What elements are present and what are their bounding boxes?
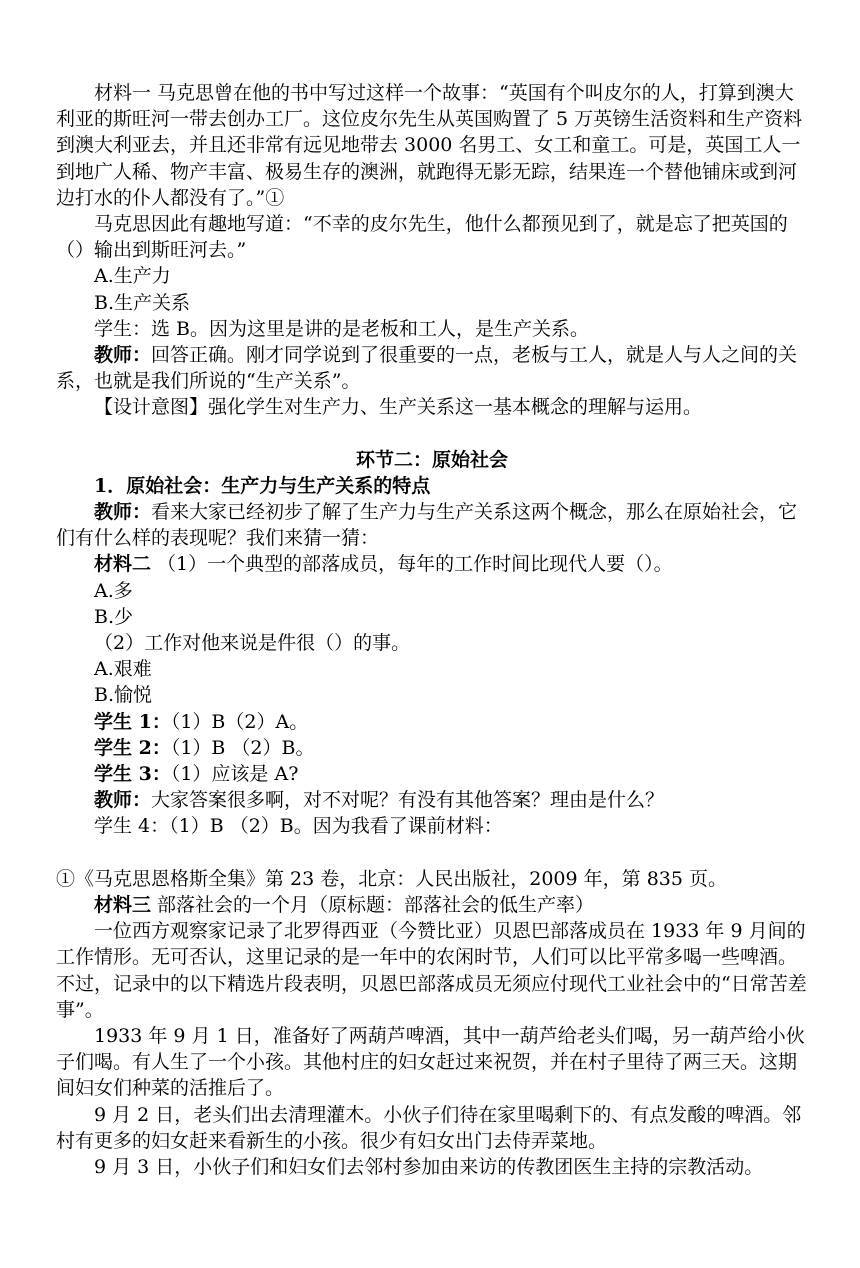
material-two-question-1 [56,551,808,577]
student-answer: 学生：选 B。因为这里是讲的是老板和工人，是生产关系。 [94,317,590,340]
footnote: ①《马克思恩格斯全集》第 23 卷，北京：人民出版社，2009 年，第 835 页。 [56,867,727,890]
material-three-label: 材料三 [94,893,152,916]
teacher-question [56,787,808,813]
student-1-label: 学生 1： [94,710,171,733]
section-subtitle: 1．原始社会：生产力与生产关系的特点 [94,474,431,497]
material-three-paragraph-2: 1933 年 9 月 1 日，准备好了两葫芦啤酒，其中一葫芦给老头们喝，另一葫芦给小伙子们喝。有人生了一个小孩。其他村庄的妇女赶过来祝贺，并在村子里待了两三天。这期间妇女们种菜的活推后了。 [56,1024,805,1100]
material-one-text: 马克思曾在他的书中写过这样一个故事：“英国有个叫皮尔的人，打算到澳大利亚的斯旺河一带去创办工厂。这位皮尔先生从英国购置了 5 万英镑生活资料和生产资料到澳大利亚去，并且还非常有远见地带去 3000 名男工、女工和童工。可是，英国工人一到地广人稀、物产丰富、极易生存的澳洲，就跑得无影无踪，结果连一个替他铺床或到河边打水的仆人都没有了。”① [56,82,803,209]
student-2-text: （1）B （2）B。 [170,736,315,759]
teacher-intro [56,499,808,551]
student-2-label: 学生 2： [94,736,171,759]
section-title: 环节二：原始社会 [355,448,508,471]
q2-option-b: B.愉悦 [94,684,153,707]
q1-option-b: B.少 [94,605,134,628]
teacher-response-text: 回答正确。刚才同学说到了很重要的一点，老板与工人，就是人与人之间的关系，也就是我们所说的“生产关系”。 [56,344,798,393]
student-3-text: （1）应该是 A? [170,763,299,786]
student-1-answer [56,709,808,735]
material-one-paragraph [56,80,808,211]
option-b: B.生产关系 [94,291,191,314]
student-4-answer: 学生 4：（1）B （2）B。因为我看了课前材料： [94,815,503,838]
q2-option-a: A.艰难 [94,658,152,681]
material-two-q1-text: （1）一个典型的部落成员，每年的工作时间比现代人要（）。 [151,553,673,576]
student-3-label: 学生 3： [94,763,171,786]
teacher-label: 教师： [94,501,152,524]
teacher-question-text: 大家答案很多啊，对不对呢？有没有其他答案？理由是什么？ [151,789,665,812]
material-one-label: 材料一 [94,82,152,104]
design-intent: 【设计意图】强化学生对生产力、生产关系这一基本概念的理解与运用。 [94,396,703,419]
teacher-response [56,342,808,394]
q1-option-a: A.多 [94,579,133,602]
teacher-intro-text: 看来大家已经初步了解了生产力与生产关系这两个概念，那么在原始社会，它们有什么样的表现呢？我们来猜一猜： [56,501,798,550]
student-2-answer [56,735,808,761]
teacher-label: 教师： [94,344,152,367]
marx-quote-paragraph: 马克思因此有趣地写道：“不幸的皮尔先生，他什么都预见到了，就是忘了把英国的（）输出到斯旺河去。” [56,213,788,262]
document-page [56,80,808,1180]
material-three-paragraph-4: 9 月 3 日，小伙子们和妇女们去邻村参加由来访的传教团医生主持的宗教活动。 [94,1155,764,1178]
material-three-heading [56,892,808,918]
material-three-paragraph-1: 一位西方观察家记录了北罗得西亚（今赞比亚）贝恩巴部落成员在 1933 年 9 月间的工作情形。无可否认，这里记录的是一年中的农闲时节，人们可以比平常多喝一些啤酒。不过，记录中的以下精选片段表明，贝恩巴部落成员无须应付现代工业社会中的“日常苦差事”。 [56,920,807,1021]
material-three-paragraph-3: 9 月 2 日，老头们出去清理灌木。小伙子们待在家里喝剩下的、有点发酸的啤酒。邻村有更多的妇女赶来看新生的小孩。很少有妇女出门去侍弄菜地。 [56,1103,802,1152]
material-two-question-2: （2）工作对他来说是件很（）的事。 [94,632,411,655]
material-two-label: 材料二 [94,553,152,576]
student-1-text: （1）B（2）A。 [170,710,309,733]
option-a: A.生产力 [94,265,171,288]
teacher-label: 教师： [94,789,152,812]
student-3-answer [56,761,808,787]
spacer [56,840,808,866]
material-three-title: 部落社会的一个月（原标题：部落社会的低生产率） [151,893,595,916]
